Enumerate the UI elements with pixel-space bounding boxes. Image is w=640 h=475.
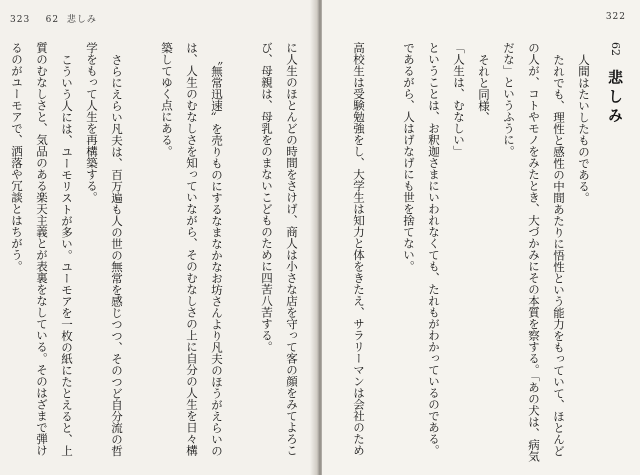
left-paragraph-4: こういう人には、ユーモリストが多い。ユーモアを一枚の紙にたとえると、上質のむなしさと、気品のある楽天主義とが表裏をなしている。そのはざまで弾けるのがユーモアで、洒落や冗談とはちがう。 [10,42,74,456]
left-page [0,0,318,475]
right-paragraph-5: ということは、お釈迦さまにいわれなくても、たれもがわかっているのである。 [427,42,441,456]
right-page-body [336,42,596,462]
right-paragraph-4: 「人生は、むなしい」 [452,42,466,157]
right-paragraph-6: であるがら、人はげなげにも世を捨てない。 [402,42,416,272]
right-page [322,0,640,475]
chapter-heading [605,42,626,142]
left-header-chapter-title: 悲しみ [66,15,97,25]
right-paragraph-2: たれでも、理性と感性の中間あたりに悟性という能力をもっていて、ほとんどの人が、コトやモノをみたとき、大づかみにその本質を察する。「あの犬は、病気だな」というふうに。 [502,42,566,462]
left-page-number: 323 [10,15,31,25]
left-page-header [10,12,97,25]
right-page-number: 322 [605,12,626,22]
right-paragraph-3: それと同様、 [477,53,491,123]
chapter-title: 悲しみ [606,69,624,127]
left-page-body [12,42,304,462]
left-paragraph-1: に人生のほとんどの時間をさけげ、商人は小さな店を守って客の顔をみてよろこび、母親は、母乳をのまないこどものために四苦八苦する。 [260,42,299,456]
left-header-chapter-number: 62 [45,15,60,25]
left-paragraph-3: さらにえらい凡夫は、百万遍も人の世の無常を感じつつ、そのつど自分流の哲学をもって人生を再構築する。 [85,42,124,456]
left-paragraph-5 [0,42,4,462]
chapter-number: 62 [609,42,622,56]
left-paragraph-2: 〝無常迅速〟を売りものにするなまなかなお坊さんより凡夫のほうがえらいのは、人生のむなしさを知っていながら、そのむなしさの上に自分の人生を日々構築してゆく点にある。 [160,42,224,456]
right-paragraph-7: 高校生は受験勉強をし、大学生は知力と体をきたえ、サラリーマンは会社のため [352,42,366,456]
right-paragraph-1: 人間はたいしたものである。 [577,53,591,203]
